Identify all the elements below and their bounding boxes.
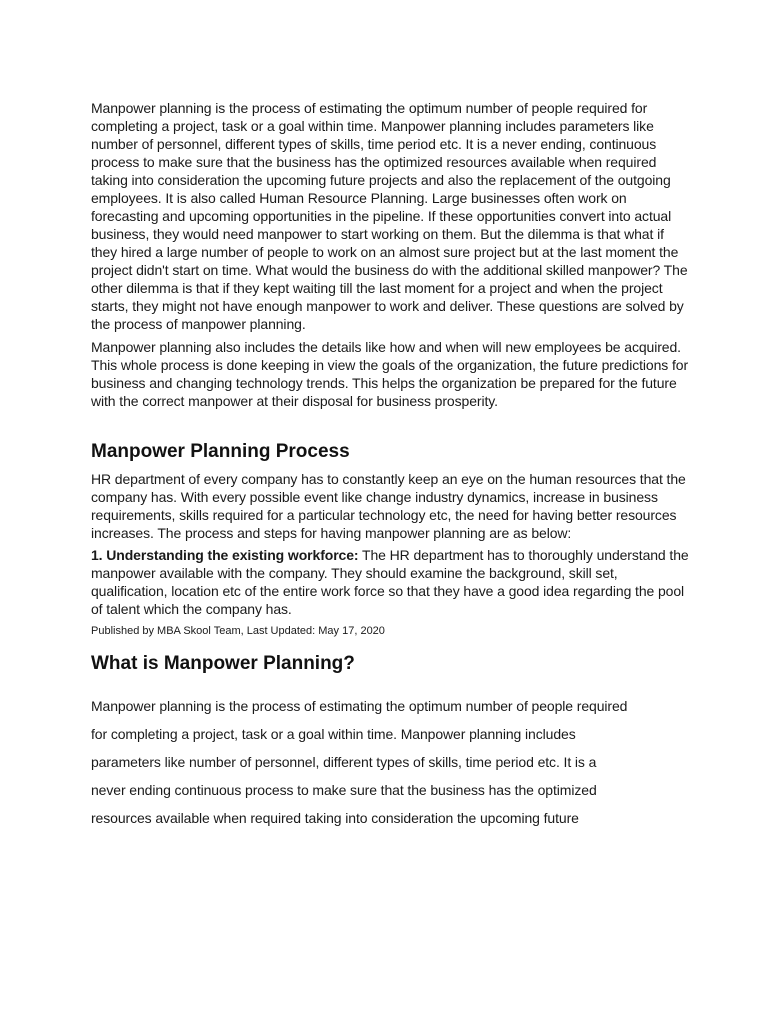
published-info: Published by MBA Skool Team, Last Updated: May 17, 2020: [91, 625, 385, 637]
document-page: [91, 99, 691, 832]
process-step-1-label: 1. Understanding the existing workforce:: [91, 547, 359, 563]
what-is-line: for completing a project, task or a goal within time. Manpower planning includes: [91, 726, 576, 742]
process-section-paragraph: HR department of every company has to constantly keep an eye on the human resources that the company has. With every possible event like change industry dynamics, increase in business requirements, skills required for a particular technology etc, the need for having better resources increases. The process and steps for having manpower planning are as below:: [91, 471, 686, 541]
what-is-section-body: [91, 692, 691, 832]
what-is-section-heading: What is Manpower Planning?: [91, 653, 355, 674]
intro-paragraph-1: Manpower planning is the process of estimating the optimum number of people required for completing a project, task or a goal within time. Manpower planning includes parameters like number of personnel, different types of skills, time period etc. It is a never ending, continuous process to make sure that the business has the optimized resources available when required taking into consideration the upcoming future projects and also the replacement of the outgoing employees. It is also called Human Resource Planning. Large businesses often work on forecasting and upcoming opportunities in the pipeline. If these opportunities convert into actual business, they would need manpower to start working on them. But the dilemma is that what if they hired a large number of people to work on an almost sure project but at the last moment the project didn't start on time. What would the business do with the additional skilled manpower? The other dilemma is that if they kept waiting till the last moment for a project and when the project starts, they might not have enough manpower to work and deliver. These questions are solved by the process of manpower planning.: [91, 100, 688, 332]
what-is-line: parameters like number of personnel, different types of skills, time period etc. It is a: [91, 754, 597, 770]
process-section-heading: Manpower Planning Process: [91, 441, 350, 462]
section-spacer: [91, 410, 691, 440]
intro-paragraph-2: Manpower planning also includes the details like how and when will new employees be acquired. This whole process is done keeping in view the goals of the organization, the future predictions for business and changing technology trends. This helps the organization be prepared for the future with the correct manpower at their disposal for business prosperity.: [91, 339, 689, 409]
process-step-1: [91, 546, 691, 618]
what-is-line: resources available when required taking into consideration the upcoming future: [91, 810, 579, 826]
what-is-line: never ending continuous process to make sure that the business has the optimized: [91, 782, 597, 798]
what-is-line: Manpower planning is the process of estimating the optimum number of people required: [91, 698, 628, 714]
process-step-1-text: The HR department has to thoroughly understand the manpower available with the company. They should examine the background, skill set, qualification, location etc of the entire work force so that they have a good idea regarding the pool of talent which the company has.: [91, 547, 689, 617]
